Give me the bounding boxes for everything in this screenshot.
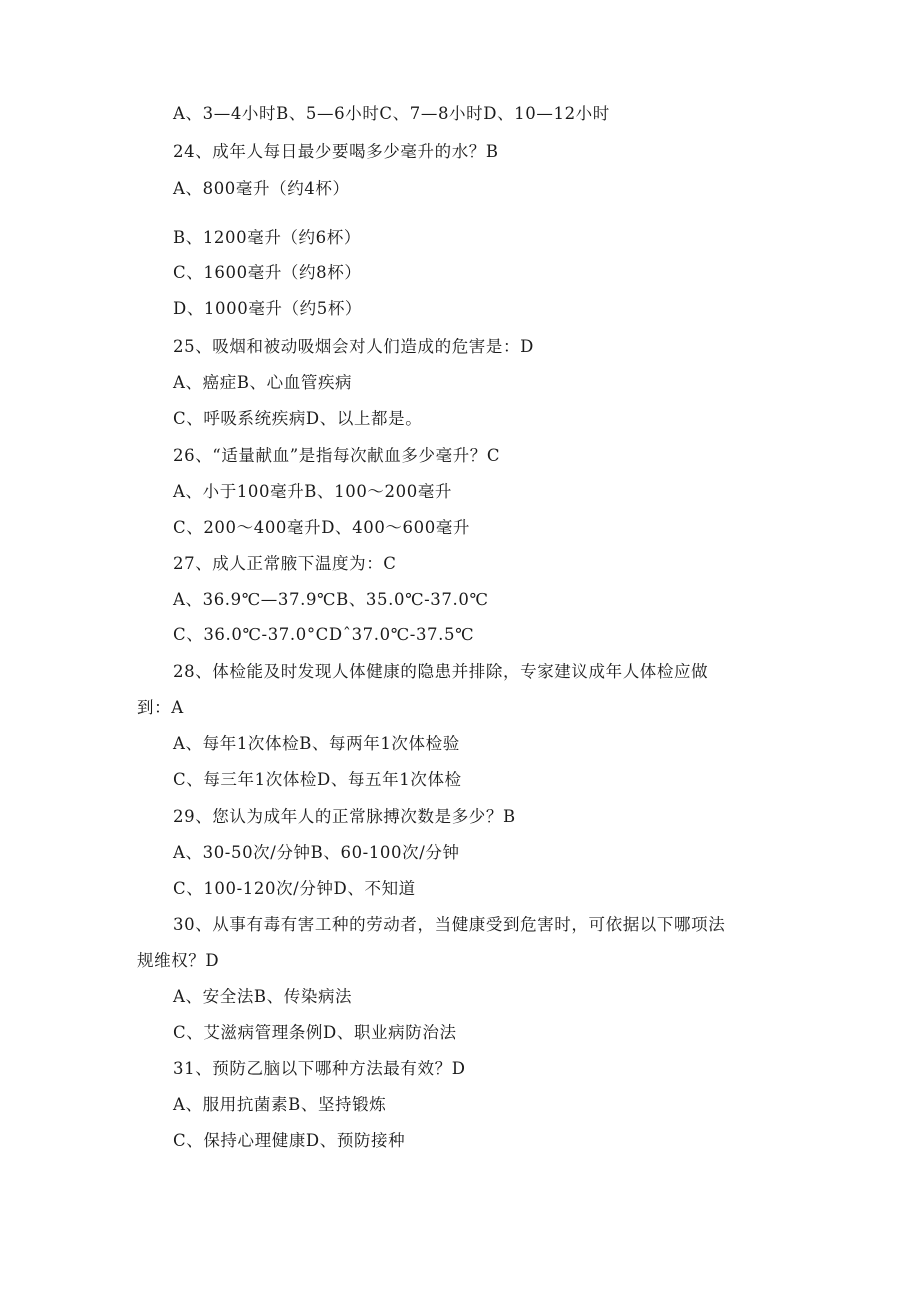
q29-options-cd: C、100-120次/分钟D、不知道 — [173, 879, 416, 898]
q24-option-c: C、1600毫升（约8杯） — [173, 263, 362, 282]
q27-options-ab: A、36.9℃—37.9℃B、35.0℃-37.0℃ — [173, 590, 489, 609]
q26-options-cd: C、200～400毫升D、400～600毫升 — [173, 518, 471, 537]
q31-options-ab: A、服用抗菌素B、坚持锻炼 — [173, 1095, 387, 1114]
q23-options: A、3—4小时B、5—6小时C、7—8小时D、10—12小时 — [173, 104, 610, 123]
q24-option-b: B、1200毫升（约6杯） — [173, 228, 361, 247]
q30-question-cont: 规维权？D — [137, 951, 220, 970]
q25-options-cd: C、呼吸系统疾病D、以上都是。 — [173, 409, 423, 428]
q31-question: 31、预防乙脑以下哪种方法最有效？D — [173, 1059, 466, 1078]
q25-options-ab: A、癌症B、心血管疾病 — [173, 373, 353, 392]
q28-question-cont: 到：A — [137, 698, 184, 717]
q26-options-ab: A、小于100毫升B、100～200毫升 — [173, 482, 453, 501]
q26-question: 26、“适量献血”是指每次献血多少毫升？C — [173, 446, 501, 465]
q24-option-a: A、800毫升（约4杯） — [173, 179, 350, 198]
q29-question: 29、您认为成年人的正常脉搏次数是多少？B — [173, 807, 516, 826]
q28-options-cd: C、每三年1次体检D、每五年1次体检 — [173, 770, 462, 789]
q27-question: 27、成人正常腋下温度为：C — [173, 554, 397, 573]
q30-question: 30、从事有毒有害工种的劳动者，当健康受到危害时，可依据以下哪项法 — [173, 915, 726, 934]
q24-option-d: D、1000毫升（约5杯） — [173, 299, 363, 318]
q28-options-ab: A、每年1次体检B、每两年1次体检验 — [173, 734, 460, 753]
q25-question: 25、吸烟和被动吸烟会对人们造成的危害是：D — [173, 337, 534, 356]
q24-question: 24、成年人每日最少要喝多少毫升的水？B — [173, 142, 499, 161]
q27-options-cd: C、36.0℃-37.0°CDˆ37.0℃-37.5℃ — [173, 625, 475, 644]
q30-options-cd: C、艾滋病管理条例D、职业病防治法 — [173, 1023, 457, 1042]
q31-options-cd: C、保持心理健康D、预防接种 — [173, 1131, 406, 1150]
q28-question: 28、体检能及时发现人体健康的隐患并排除，专家建议成年人体检应做 — [173, 662, 709, 681]
q30-options-ab: A、安全法B、传染病法 — [173, 987, 353, 1006]
q29-options-ab: A、30-50次/分钟B、60-100次/分钟 — [173, 843, 460, 862]
